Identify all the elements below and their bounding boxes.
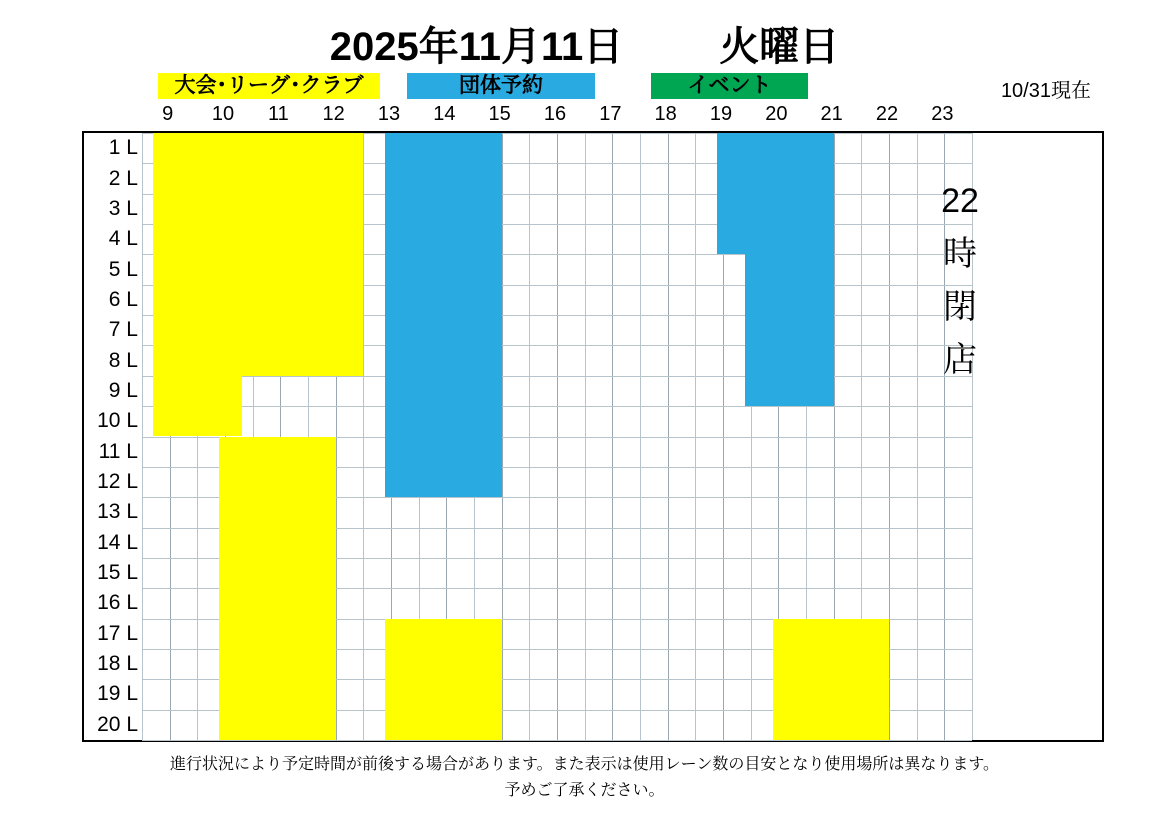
lane-label: 9 L xyxy=(108,378,138,402)
closing-note-line-3: 閉 xyxy=(943,288,977,326)
hour-tick-label: 9 xyxy=(162,103,174,125)
legend-item-tournament: 大会･リーグ･クラブ xyxy=(158,73,380,99)
lane-label: 16 L xyxy=(97,591,138,615)
lane-label: 15 L xyxy=(97,561,138,585)
hour-tick-label: 13 xyxy=(377,103,401,125)
lane-label: 7 L xyxy=(108,318,138,342)
title-date: 2025年11月11日 xyxy=(329,24,624,69)
reservation-block-tournament xyxy=(153,133,363,376)
hour-tick-label: 20 xyxy=(765,103,788,125)
lane-label: 6 L xyxy=(108,287,138,311)
lane-label: 10 L xyxy=(97,409,138,433)
hour-tick-label: 23 xyxy=(931,103,954,125)
legend xyxy=(0,73,1169,99)
lane-label: 1 L xyxy=(108,136,138,160)
reservation-block-tournament xyxy=(219,437,335,741)
hour-tick-label: 16 xyxy=(543,103,567,125)
legend-item-group: 団体予約 xyxy=(407,73,595,99)
lane-label: 20 L xyxy=(97,712,138,736)
lane-label: 12 L xyxy=(97,470,138,494)
hour-tick-label: 15 xyxy=(488,103,511,125)
hour-tick-label: 11 xyxy=(267,103,289,125)
lane-label-column xyxy=(84,133,142,740)
hour-tick-label: 14 xyxy=(433,103,456,125)
closing-time-note xyxy=(920,175,1000,387)
hour-tick-label: 22 xyxy=(875,103,899,125)
lane-label: 13 L xyxy=(97,500,138,524)
grid-line-horizontal xyxy=(142,376,972,377)
hour-tick-label: 10 xyxy=(211,103,235,125)
reservation-block-group xyxy=(745,254,834,406)
hour-tick-label: 19 xyxy=(709,103,733,125)
hour-tick-label: 12 xyxy=(322,103,345,125)
lane-label: 14 L xyxy=(97,530,138,554)
lane-label: 2 L xyxy=(108,166,138,190)
reservation-block-tournament xyxy=(153,376,242,437)
hour-tick-label: 21 xyxy=(820,103,843,125)
title-weekday: 火曜日 xyxy=(719,24,840,69)
lane-label: 4 L xyxy=(108,227,138,251)
schedule-grid xyxy=(142,133,972,740)
grid-line-horizontal xyxy=(142,740,972,741)
hour-tick-label: 18 xyxy=(654,103,677,125)
lane-label: 17 L xyxy=(97,621,138,645)
closing-note-line-4: 店 xyxy=(943,341,977,379)
hour-axis xyxy=(82,103,1104,127)
footer-note-line-1: 進行状況により予定時間が前後する場合があります。また表示は使用レーン数の目安となり使用場所は異なります。 xyxy=(169,756,1000,773)
lane-label: 18 L xyxy=(97,652,138,676)
lane-label: 8 L xyxy=(108,348,138,372)
closing-note-line-1: 22 xyxy=(941,182,979,220)
closing-note-line-2: 時 xyxy=(943,235,977,273)
grid-line-horizontal xyxy=(142,406,972,407)
legend-item-event: イベント xyxy=(651,73,808,99)
as-of-date: 10/31現在 xyxy=(1000,80,1091,102)
page-title xyxy=(0,18,1169,68)
footer-note-line-2: 予めご了承ください。 xyxy=(504,782,665,799)
footer-notes xyxy=(0,752,1169,804)
reservation-block-group xyxy=(717,133,833,254)
lane-label: 19 L xyxy=(97,682,138,706)
hour-tick-label: 17 xyxy=(599,103,622,125)
lane-label: 5 L xyxy=(108,257,138,281)
reservation-block-tournament xyxy=(773,619,889,740)
reservation-block-tournament xyxy=(385,619,501,740)
lane-label: 11 L xyxy=(98,439,138,463)
lane-label: 3 L xyxy=(108,196,138,220)
reservation-block-group xyxy=(385,133,501,497)
